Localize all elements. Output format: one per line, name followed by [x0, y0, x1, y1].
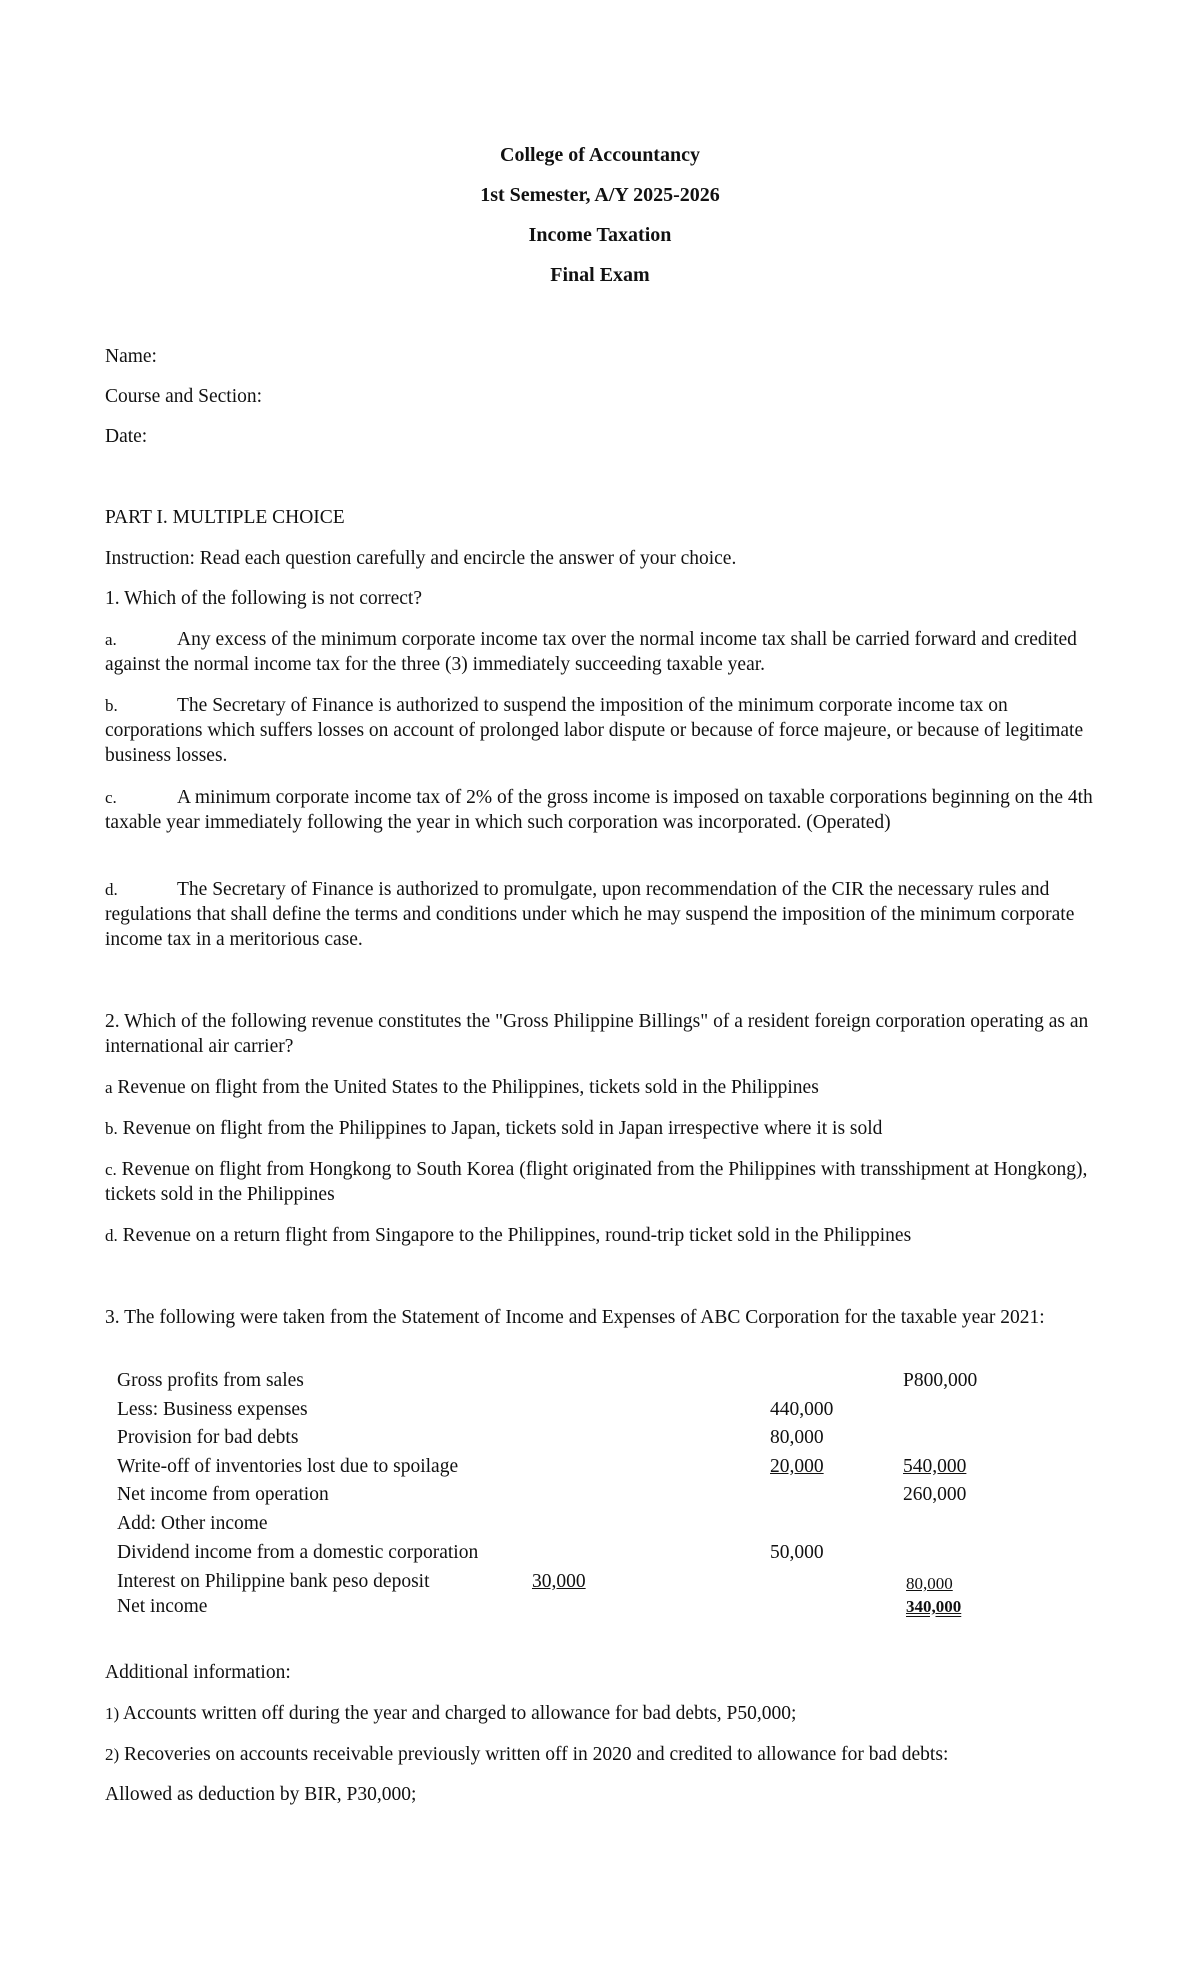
- business-expenses-label: Less: Business expenses: [117, 1399, 308, 1420]
- bad-debts-value: 80,000: [770, 1427, 824, 1448]
- q2-option-a: [105, 1075, 1105, 1100]
- option-letter: d.: [105, 1226, 118, 1245]
- college-name: College of Accountancy: [500, 144, 700, 166]
- gross-profit-value: P800,000: [903, 1370, 978, 1391]
- other-income-label: Add: Other income: [117, 1513, 268, 1534]
- part-title: PART I. MULTIPLE CHOICE: [105, 507, 345, 528]
- instruction: Instruction: Read each question carefully and encircle the answer of your choice.: [105, 548, 737, 569]
- net-operation-label: Net income from operation: [117, 1484, 329, 1505]
- interest-value: 30,000: [532, 1571, 586, 1592]
- option-letter: a.: [105, 630, 117, 649]
- q2-option-c: [105, 1157, 1105, 1207]
- item-number: 2): [105, 1745, 120, 1764]
- net-income-label: Net income: [117, 1596, 208, 1617]
- option-text: Any excess of the minimum corporate income tax over the normal income tax shall be carried forward and credited against the normal income tax for the three (3) immediately succeeding taxable year.: [105, 629, 1077, 675]
- exam-title: Final Exam: [550, 264, 650, 286]
- name-field-label: Name:: [105, 346, 157, 367]
- option-text: Revenue on a return flight from Singapore to the Philippines, round-trip ticket sold in the Philippines: [122, 1225, 912, 1246]
- q2-option-b: [105, 1116, 1105, 1141]
- additional-info-title: Additional information:: [105, 1662, 291, 1683]
- q1-option-b: [105, 693, 1105, 768]
- course-section-field-label: Course and Section:: [105, 386, 263, 407]
- item-number: 1): [105, 1704, 120, 1723]
- item-text: Recoveries on accounts receivable previously written off in 2020 and credited to allowance for bad debts:: [124, 1744, 949, 1765]
- question-1: 1. Which of the following is not correct?: [105, 588, 422, 609]
- option-text: A minimum corporate income tax of 2% of the gross income is imposed on taxable corporations beginning on the 4th taxable year immediately following the year in which such corporation was incorporated. (Operated): [105, 787, 1093, 833]
- bad-debts-label: Provision for bad debts: [117, 1427, 299, 1448]
- net-operation-value: 260,000: [903, 1484, 967, 1505]
- additional-item-2: [105, 1742, 1105, 1767]
- additional-item-1: [105, 1701, 1105, 1726]
- option-letter: a: [105, 1078, 113, 1097]
- option-text: Revenue on flight from the United States to the Philippines, tickets sold in the Philippines: [117, 1077, 819, 1098]
- option-text: The Secretary of Finance is authorized to promulgate, upon recommendation of the CIR the necessary rules and regulations that shall define the terms and conditions under which he may suspend the imposition of the minimum corporate income tax in a meritorious case.: [105, 879, 1075, 950]
- option-letter: c.: [105, 788, 117, 807]
- q1-option-d: [105, 877, 1105, 952]
- q1-option-a: [105, 627, 1105, 677]
- net-income-value: 340,000: [906, 1597, 962, 1616]
- semester-line: 1st Semester, A/Y 2025-2026: [480, 184, 720, 206]
- subject-title: Income Taxation: [528, 224, 672, 246]
- q2-option-d: [105, 1223, 1105, 1248]
- option-text: Revenue on flight from the Philippines to Japan, tickets sold in Japan irrespective where it is sold: [122, 1118, 883, 1139]
- item-text: Accounts written off during the year and charged to allowance for bad debts, P50,000;: [122, 1703, 797, 1724]
- date-field-label: Date:: [105, 426, 148, 447]
- option-letter: c.: [105, 1160, 117, 1179]
- q1-option-c: [105, 785, 1105, 835]
- option-text: Revenue on flight from Hongkong to South Korea (flight originated from the Philippines with transshipment at Hongkong), tickets sold in the Philippines: [105, 1159, 1088, 1205]
- option-letter: b.: [105, 696, 118, 715]
- writeoff-label: Write-off of inventories lost due to spoilage: [117, 1456, 459, 1477]
- question-3: 3. The following were taken from the Statement of Income and Expenses of ABC Corporation for the taxable year 2021:: [105, 1307, 1045, 1328]
- interest-label: Interest on Philippine bank peso deposit: [117, 1571, 430, 1592]
- other-income-total: 80,000: [906, 1574, 953, 1593]
- writeoff-value: 20,000: [770, 1456, 824, 1477]
- business-expenses-value: 440,000: [770, 1399, 834, 1420]
- gross-profit-label: Gross profits from sales: [117, 1370, 304, 1391]
- option-letter: d.: [105, 880, 118, 899]
- question-2: 2. Which of the following revenue constitutes the "Gross Philippine Billings" of a resident foreign corporation operating as an international air carrier?: [105, 1011, 1089, 1057]
- option-text: The Secretary of Finance is authorized to suspend the imposition of the minimum corporate income tax on corporations which suffers losses on account of prolonged labor dispute or because of force majeure, or because of legitimate business losses.: [105, 695, 1084, 766]
- dividend-label: Dividend income from a domestic corporation: [117, 1542, 479, 1563]
- option-letter: b.: [105, 1119, 118, 1138]
- additional-item-2-cont: Allowed as deduction by BIR, P30,000;: [105, 1784, 417, 1805]
- total-deductions-value: 540,000: [903, 1456, 967, 1477]
- dividend-value: 50,000: [770, 1542, 824, 1563]
